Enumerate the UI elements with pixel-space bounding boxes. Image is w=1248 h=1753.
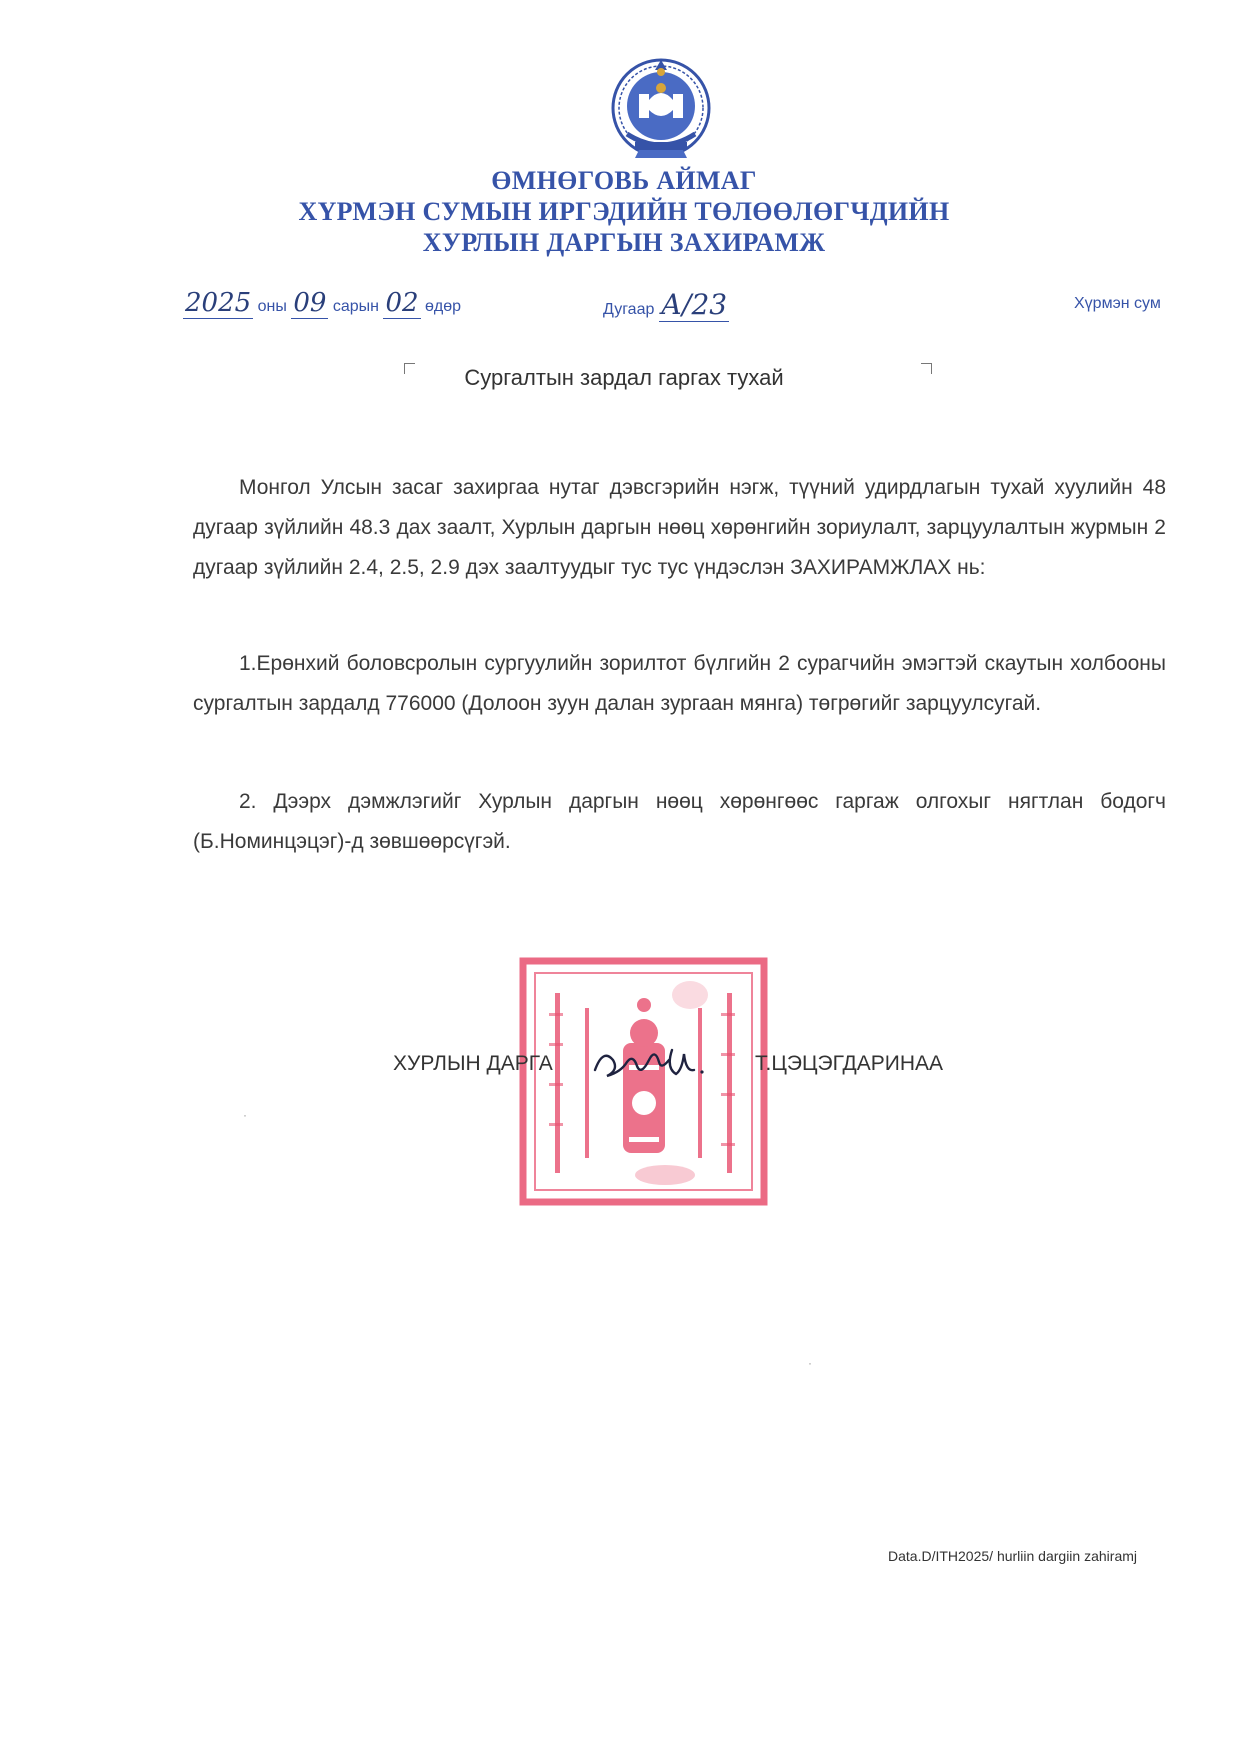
scan-speck: · <box>243 1108 247 1122</box>
body-item-2: 2. Дээрх дэмжлэгийг Хурлын даргын нөөц хөрөнгөөс гаргаж олгохыг нягтлан бодогч (Б.Номинцэцэг)-д зөвшөөрсүгэй. <box>193 790 1166 853</box>
handwritten-signature <box>590 1040 710 1084</box>
body-item-1: 1.Ерөнхий боловсролын сургуулийн зорилтот бүлгийн 2 сурагчийн эмэгтэй скаутын холбооны сургалтын зардалд 776000 (Долоон зуун далан зургаан мянга) төгрөгийг зарцуулсугай. <box>193 652 1166 715</box>
signatory-name: Т.ЦЭЦЭГДАРИНАА <box>755 1052 944 1075</box>
scan-speck: · <box>808 1356 812 1370</box>
file-reference: Data.D/ITH2025/ hurliin dargiin zahiramj <box>888 1548 1137 1564</box>
signatory-title: ХУРЛЫН ДАРГА <box>393 1052 553 1075</box>
date-day-suffix: өдөр <box>425 298 462 315</box>
location: Хүрмэн сум <box>1074 295 1161 312</box>
decree-number-value: А/23 <box>660 288 728 321</box>
decree-number-label: Дугаар <box>603 301 655 318</box>
date-month-suffix: сарын <box>332 298 379 315</box>
header-sum-council: ХҮРМЭН СУМЫН ИРГЭДИЙН ТӨЛӨӨЛӨГЧДИЙН <box>298 197 950 226</box>
date-day: 02 <box>385 288 419 318</box>
header-decree-title: ХУРЛЫН ДАРГЫН ЗАХИРАМЖ <box>422 228 826 257</box>
date-month: 09 <box>293 288 327 318</box>
date-year: 2025 <box>185 288 252 318</box>
decree-number <box>603 288 729 322</box>
body-intro: Монгол Улсын засаг захиргаа нутаг дэвсгэрийн нэгж, түүний удирдлагын тухай хуулийн 48 дугаар зүйлийн 48.3 дах заалт, Хурлын даргын нөөц хөрөнгийн зориулалт, зарцуулалтын журмын 2 дугаар зүйлийн 2.4, 2.5, 2.9 дэх заалтуудыг тус тус үндэслэн ЗАХИРАМЖЛАХ нь: <box>193 476 1166 579</box>
date-year-suffix: оны <box>257 298 287 315</box>
state-emblem-icon <box>609 52 713 164</box>
date-line <box>183 288 461 319</box>
decree-subject: Сургалтын зардал гаргах тухай <box>464 365 784 390</box>
header-aimag: ӨМНӨГОВЬ АЙМАГ <box>491 166 757 195</box>
